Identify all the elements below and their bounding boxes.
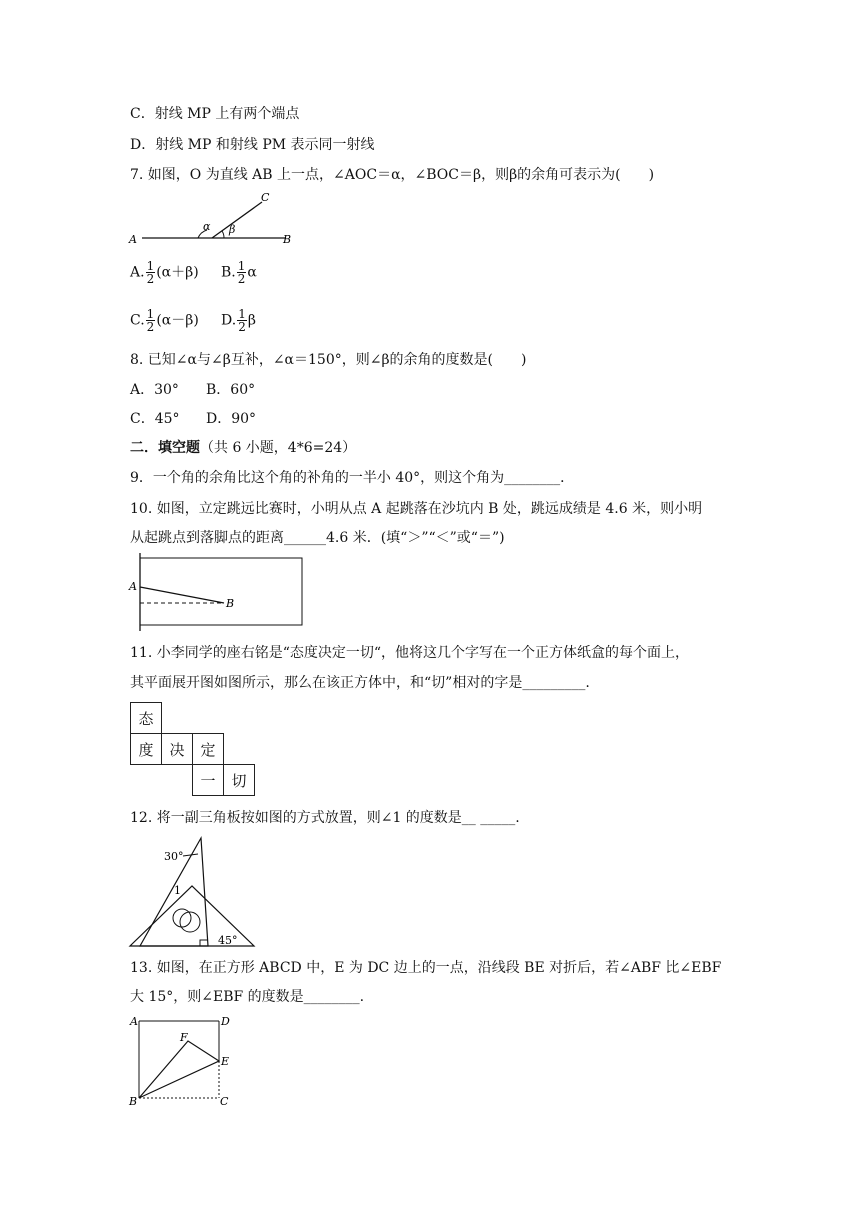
net-cell-4: 定 (193, 734, 224, 765)
q7-label-b: B (283, 233, 292, 246)
q13-line-1: 13. 如图，在正方形 ABCD 中，E 为 DC 边上的一点，沿线段 BE 对折后，若∠ABF 比∠EBF (130, 960, 722, 976)
q7-label-alpha: α (203, 220, 211, 233)
q8-option-b: B．60° (206, 382, 256, 398)
q13-label-b: B (129, 1095, 138, 1108)
q13-line-2: 大 15°，则∠EBF 的度数是________. (130, 989, 365, 1005)
q7-label-c: C (261, 191, 270, 204)
q10-figure (128, 553, 308, 633)
q8-option-c: C．45° (130, 411, 180, 427)
q6-option-d: D．射线 MP 和射线 PM 表示同一射线 (130, 137, 375, 153)
q8-option-d: D．90° (206, 411, 257, 427)
q7-option-a: A. $\frac{1}{2}$ (α＋β) (130, 259, 199, 286)
q10-label-b: B (226, 597, 235, 610)
net-cell-1: 态 (131, 703, 162, 734)
net-cell-2: 度 (131, 734, 162, 765)
net-cell-6: 切 (224, 765, 255, 796)
q12-label-45: 45° (218, 934, 238, 947)
q11-line-2: 其平面展开图如图所示，那么在该正方体中，和“切”相对的字是_________. (130, 675, 590, 691)
q6-option-c: C．射线 MP 上有两个端点 (130, 106, 300, 122)
q12-figure (128, 836, 263, 951)
q13-figure (128, 1013, 243, 1108)
q7-stem: 7. 如图，O 为直线 AB 上一点，∠AOC＝α，∠BOC＝β，则β的余角可表示为( ) (130, 167, 655, 183)
q12-label-30: 30° (164, 850, 184, 863)
q10-label-a: A (129, 580, 137, 593)
q7-option-b: B. $\frac{1}{2}$ α (221, 259, 257, 286)
cube-net (130, 702, 255, 796)
q12-stem: 12. 将一副三角板按如图的方式放置，则∠1 的度数是__ _____. (130, 810, 520, 826)
q8-option-a: A．30° (130, 382, 179, 398)
q10-line-2: 从起跳点到落脚点的距离______4.6 米．(填“＞”“＜”或“＝”) (130, 530, 505, 546)
q13-label-d: D (221, 1015, 230, 1028)
q7-option-d: D. $\frac{1}{2}$ β (221, 307, 256, 334)
q12-label-1: 1 (174, 884, 181, 897)
q8-stem: 8. 已知∠α与∠β互补，∠α＝150°，则∠β的余角的度数是( ) (130, 352, 527, 368)
q7-label-a: A (129, 233, 137, 246)
q11-line-1: 11. 小李同学的座右铭是“态度决定一切“，他将这几个字写在一个正方体纸盒的每个面上， (130, 645, 690, 661)
q13-label-f: F (180, 1031, 188, 1044)
q9-stem: 9．一个角的余角比这个角的补角的一半小 40°，则这个角为________． (130, 470, 575, 486)
q7-label-beta: β (229, 223, 236, 236)
q13-label-a: A (130, 1015, 138, 1028)
q10-line-1: 10. 如图，立定跳远比赛时，小明从点 A 起跳落在沙坑内 B 处，跳远成绩是 4.6 米，则小明 (130, 501, 703, 517)
net-cell-5: 一 (193, 765, 224, 796)
q7-figure (128, 188, 308, 248)
q13-label-c: C (220, 1095, 229, 1108)
q7-option-c: C. $\frac{1}{2}$ (α－β) (130, 307, 199, 334)
section-2-heading: 二．填空题（共 6 小题，4*6=24） (130, 440, 357, 456)
net-cell-3: 决 (162, 734, 193, 765)
q13-label-e: E (221, 1055, 230, 1068)
